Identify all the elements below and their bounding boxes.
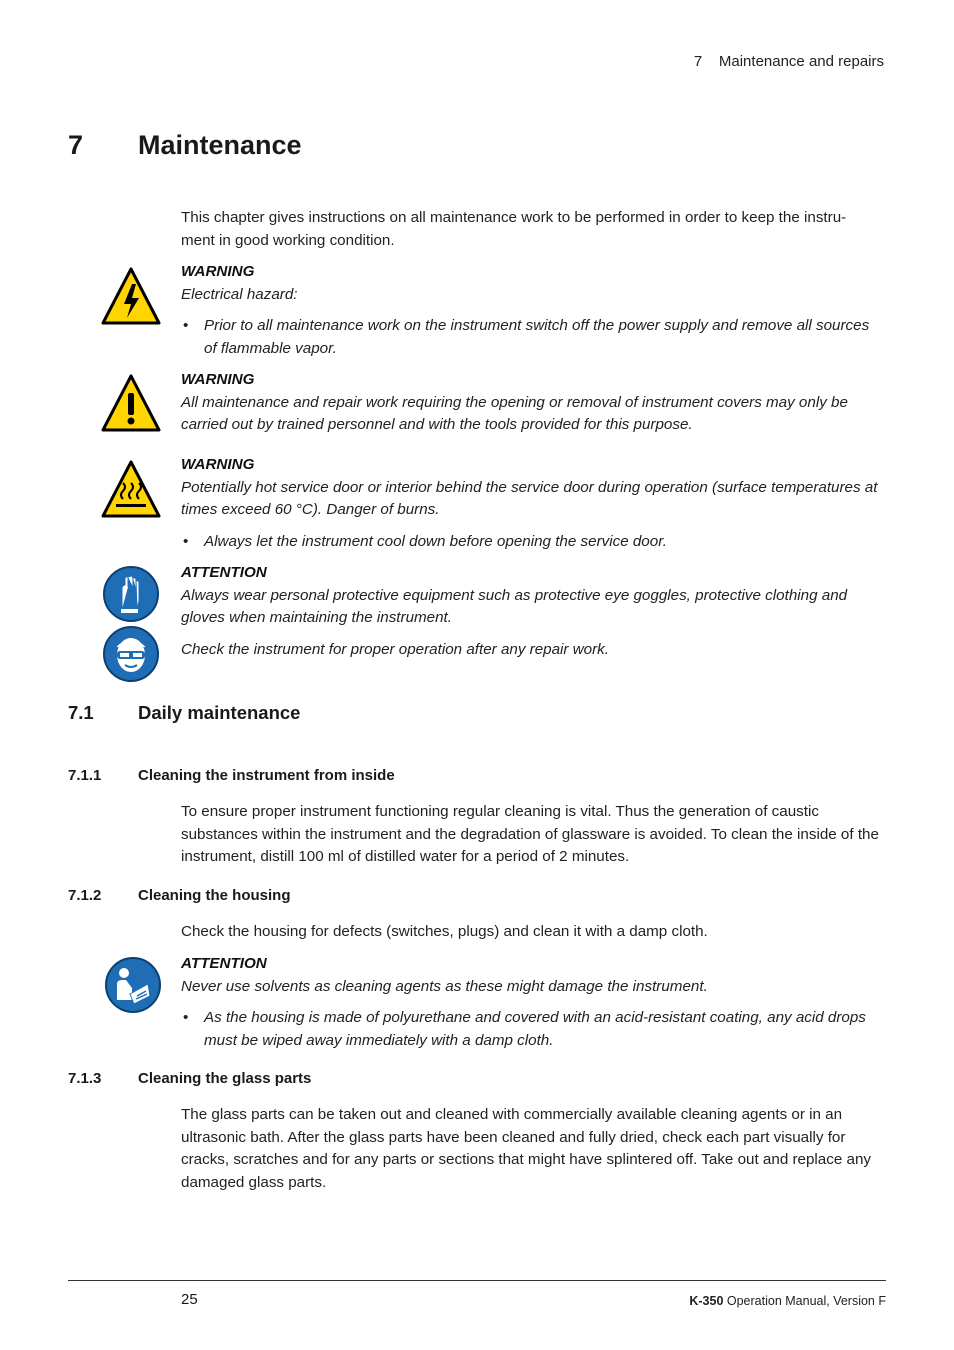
running-header: 7 Maintenance and repairs [693,53,884,70]
notice-text: All maintenance and repair work requiring the opening or removal of instrument covers may only be carried out by trained personnel and with the tools provided for this purpose. [181,393,848,433]
footer-rule [68,1280,886,1281]
notice-bullet: • As the housing is made of polyurethane and covered with an acid-resistant coating, any acid drops must be wiped away immediately with a damp cloth. [181,1007,886,1052]
intro-line: ment in good working condition. [181,231,395,249]
subsection-title: Cleaning the instrument from inside [138,767,395,784]
notice-label: WARNING [181,456,255,473]
protective-gloves-icon [102,565,160,623]
subsection-number: 7.1.1 [68,767,102,784]
cleaning-glass-paragraph: The glass parts can be taken out and cleaned with commercially available cleaning agents or in an ultrasonic bath. After the glass parts have been cleaned and fully dried, check each part visually for cracks, scratches and for any parts or sections that might have splintered off. Take out and replace any damaged glass parts. [181,1106,871,1191]
notice-label: WARNING [181,371,255,388]
section-number: 7.1 [68,702,94,723]
eye-protection-icon [102,625,160,683]
footer-model: K-350 [689,1294,724,1308]
attention-housing [181,953,886,1052]
chapter-title: Maintenance [138,130,302,160]
notice-text: Potentially hot service door or interior behind the service door during operation (surface temperatures at times exceed 60 °C). Danger of burns. [181,478,878,518]
notice-label: ATTENTION [181,564,267,581]
electrical-hazard-icon [100,266,162,328]
intro-paragraph [181,207,886,252]
notice-bullet: • Always let the instrument cool down before opening the service door. [181,531,886,554]
hot-surface-icon [100,459,162,521]
cleaning-inside-paragraph: To ensure proper instrument functioning regular cleaning is vital. Thus the generation of caustic substances within the instrument and the degradation of glassware is avoided. To clean the inside of the instrument, distill 100 ml of distilled water for a period of 2 minutes. [181,803,879,865]
notice-text: Never use solvents as cleaning agents as these might damage the instrument. [181,977,708,995]
warning-repair-personnel [181,369,886,437]
footer-manual-text: Operation Manual, Version F [723,1294,886,1308]
notice-bullet: • Prior to all maintenance work on the instrument switch off the power supply and remove all sources of flammable vapor. [181,315,886,360]
warning-hot-surface [181,454,886,553]
chapter-number: 7 [68,130,84,160]
subsection-title: Cleaning the housing [138,887,291,904]
page-number: 25 [181,1291,198,1308]
warning-electrical [181,261,886,360]
attention-ppe [181,562,886,661]
subsection-number: 7.1.3 [68,1070,102,1087]
subsection-title: Cleaning the glass parts [138,1070,312,1087]
general-warning-icon [100,373,162,435]
read-manual-icon [104,956,162,1014]
notice-label: ATTENTION [181,955,267,972]
notice-subtitle: Electrical hazard: [181,285,298,303]
notice-label: WARNING [181,263,255,280]
subsection-number: 7.1.2 [68,887,102,904]
notice-text: Always wear personal protective equipment such as protective eye goggles, protective clothing and gloves when maintaining the instrument. [181,586,848,626]
intro-line: This chapter gives instructions on all maintenance work to be performed in order to keep the instru- [181,209,847,226]
notice-text-2: Check the instrument for proper operation after any repair work. [181,640,609,658]
footer-manual-title [689,1294,886,1308]
section-title: Daily maintenance [138,702,301,723]
cleaning-housing-paragraph: Check the housing for defects (switches, plugs) and clean it with a damp cloth. [181,923,708,940]
